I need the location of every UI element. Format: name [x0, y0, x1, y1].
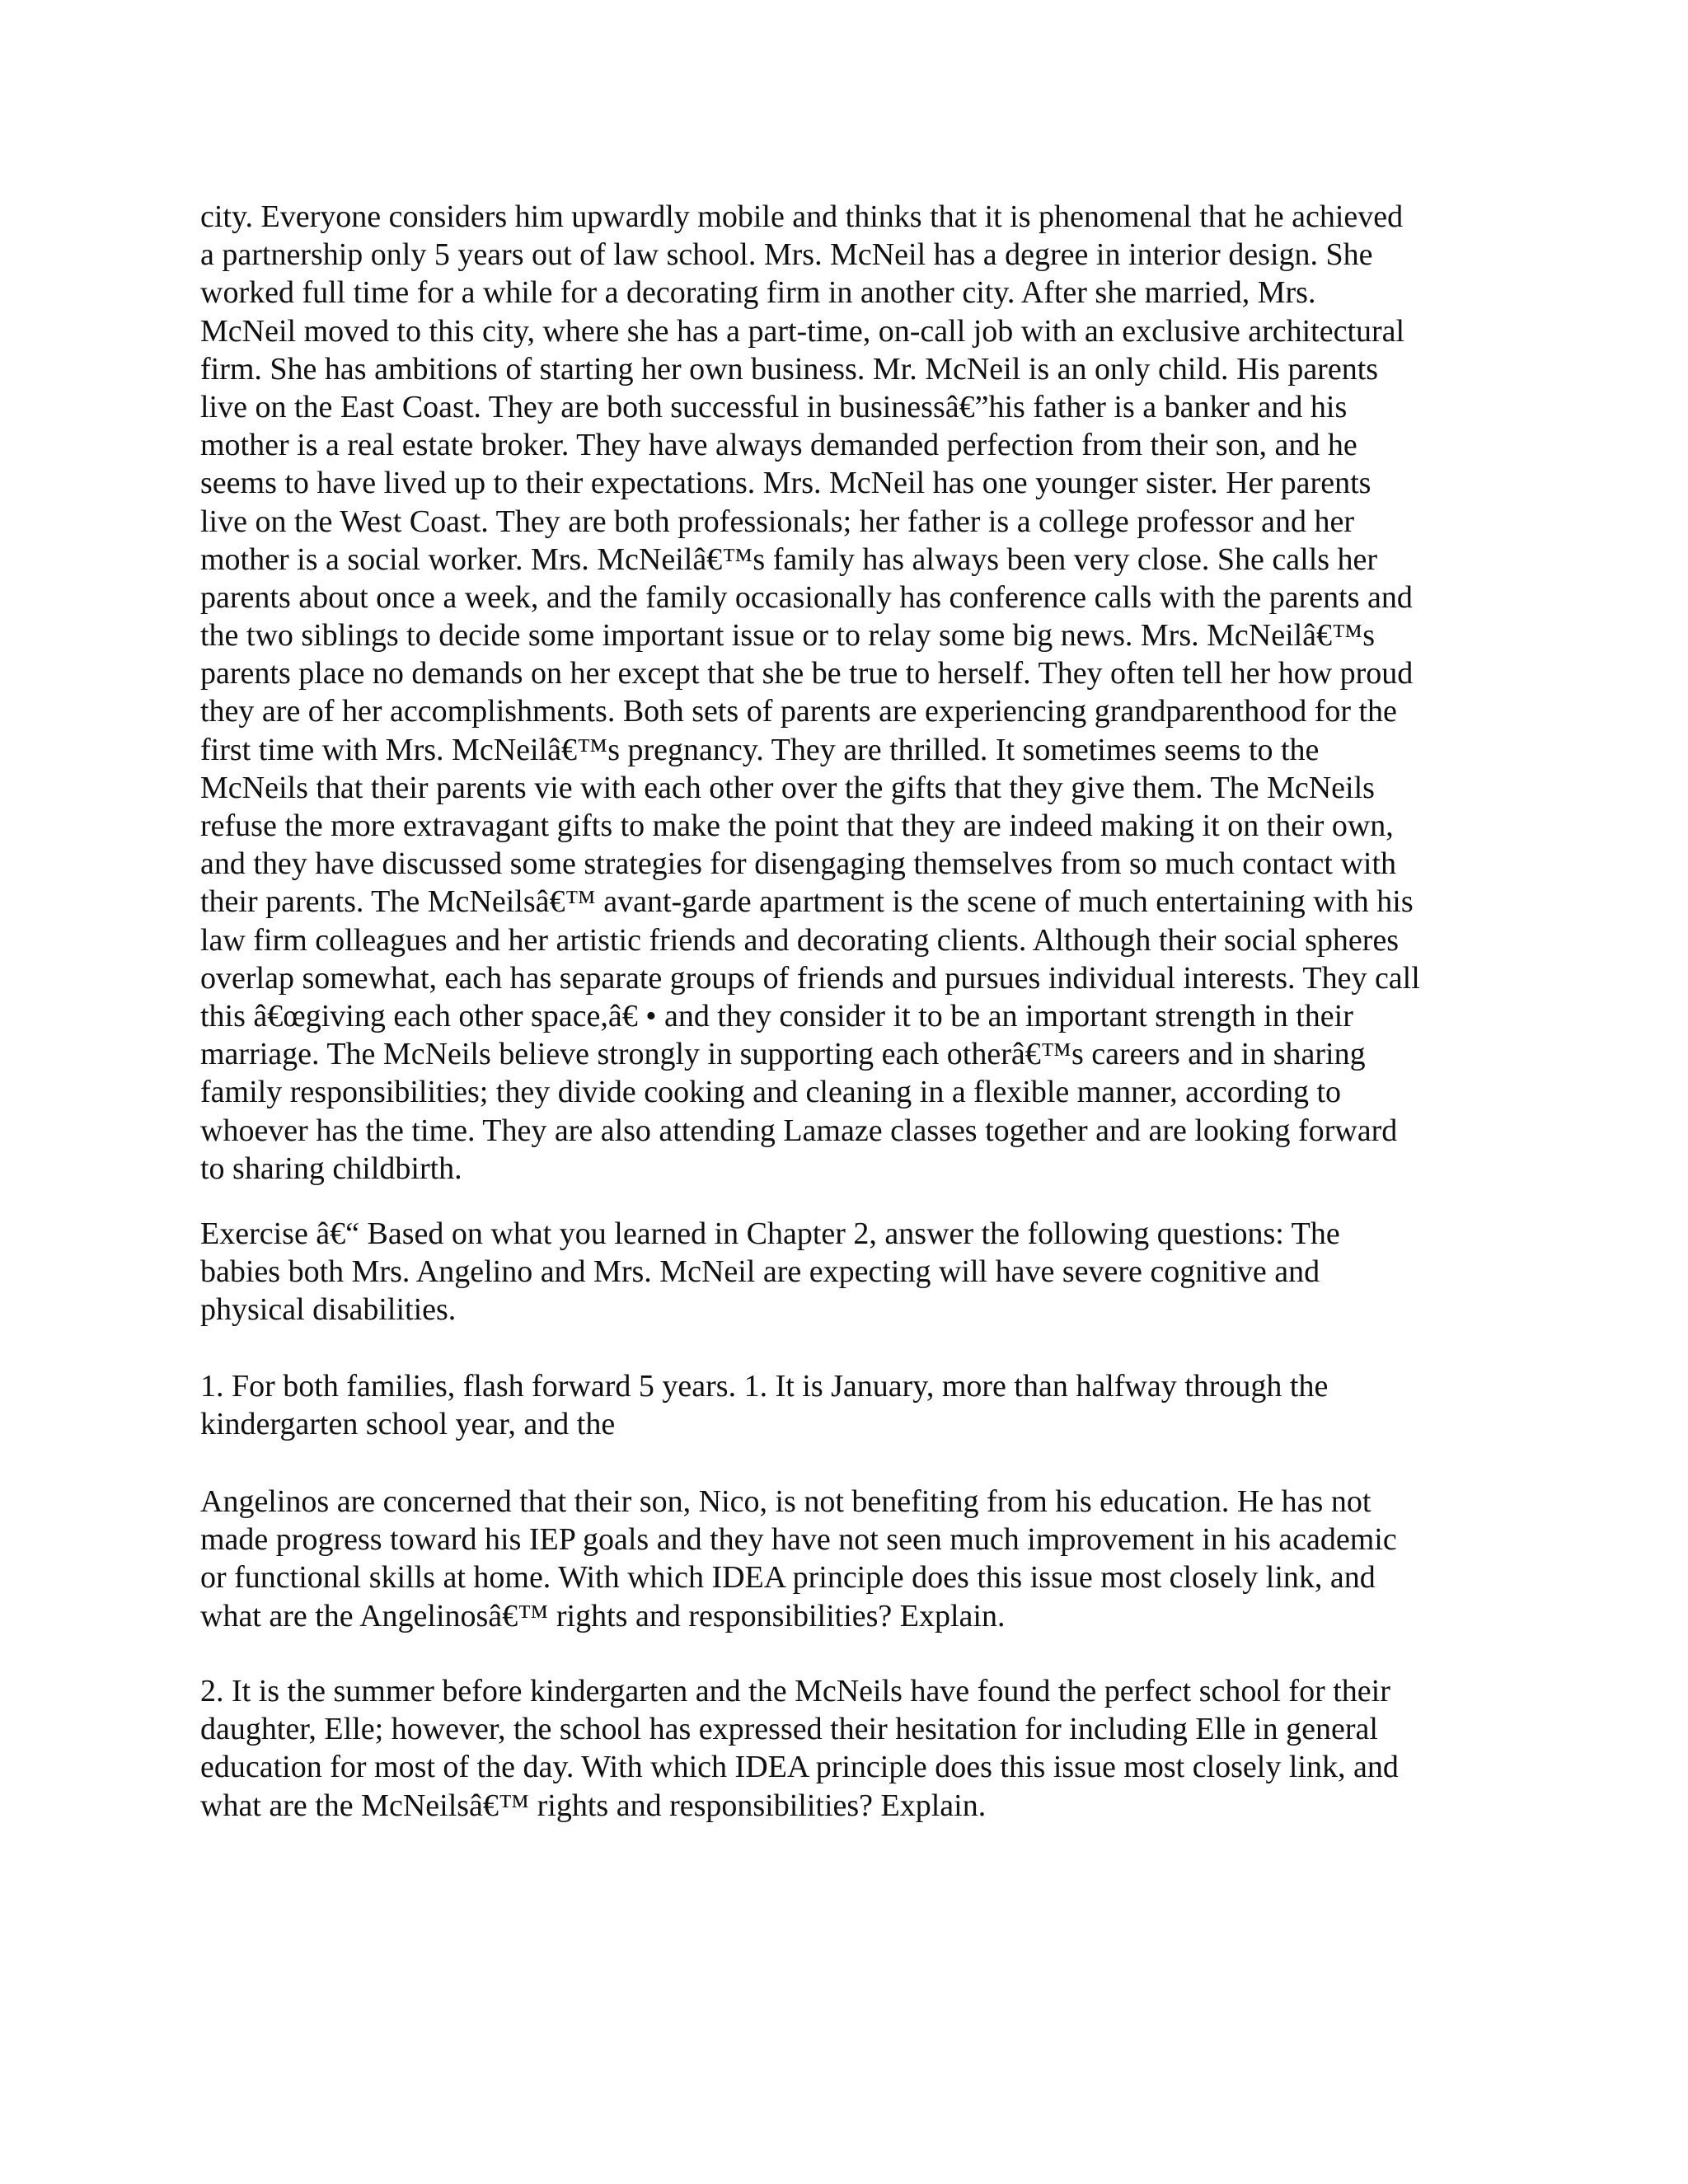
text-line: or functional skills at home. With which IDEA principle does this issue most closely link, and [200, 1560, 1376, 1596]
text-line: education for most of the day. With which IDEA principle does this issue most closely link, and [200, 1750, 1399, 1785]
text-line: McNeil moved to this city, where she has a part-time, on-call job with an exclusive architectural [200, 313, 1405, 349]
text-line: Angelinos are concerned that their son, Nico, is not benefiting from his education. He has not [200, 1484, 1372, 1519]
text-line: city. Everyone considers him upwardly mobile and thinks that it is phenomenal that he achieved [200, 199, 1404, 234]
text-line: firm. She has ambitions of starting her own business. Mr. McNeil is an only child. His parents [200, 351, 1379, 387]
text-line: live on the West Coast. They are both professionals; her father is a college professor and her [200, 504, 1355, 539]
text-line: to sharing childbirth. [200, 1151, 462, 1186]
text-line: physical disabilities. [200, 1292, 457, 1328]
text-line: 1. For both families, flash forward 5 years. 1. It is January, more than halfway through the [200, 1369, 1329, 1404]
text-line: McNeils that their parents vie with each other over the gifts that they give them. The McNeils [200, 770, 1375, 805]
exercise-intro-paragraph [200, 1215, 1486, 1329]
text-line: mother is a social worker. Mrs. McNeilâ€™s family has always been very close. She calls her [200, 541, 1378, 577]
text-line: what are the Angelinosâ€™ rights and responsibilities? Explain. [200, 1598, 1006, 1633]
text-line: live on the East Coast. They are both successful in businessâ€”his father is a banker and his [200, 389, 1348, 424]
text-line: a partnership only 5 years out of law school. Mrs. McNeil has a degree in interior design. She [200, 237, 1373, 273]
mcneil-family-paragraph [200, 198, 1486, 1188]
question-1-body-paragraph [200, 1483, 1486, 1635]
question-1-intro-paragraph [200, 1367, 1486, 1443]
text-line: parents about once a week, and the family occasionally has conference calls with the parents and [200, 579, 1413, 615]
text-line: this â€œgiving each other space,â€ • and they consider it to be an important strength in their [200, 998, 1353, 1033]
text-line: family responsibilities; they divide cooking and cleaning in a flexible manner, according to [200, 1075, 1342, 1110]
text-line: what are the McNeilsâ€™ rights and responsibilities? Explain. [200, 1788, 987, 1823]
text-line: parents place no demands on her except that she be true to herself. They often tell her how proud [200, 656, 1414, 691]
question-2-paragraph [200, 1672, 1486, 1825]
text-line: Exercise â€“ Based on what you learned in Chapter 2, answer the following questions: The [200, 1216, 1340, 1251]
text-line: overlap somewhat, each has separate groups of friends and pursues individual interests. They call [200, 960, 1420, 996]
text-line: 2. It is the summer before kindergarten and the McNeils have found the perfect school for their [200, 1674, 1390, 1708]
text-line: they are of her accomplishments. Both sets of parents are experiencing grandparenthood for the [200, 694, 1397, 729]
text-line: kindergarten school year, and the [200, 1407, 616, 1442]
text-line: babies both Mrs. Angelino and Mrs. McNeil are expecting will have severe cognitive and [200, 1254, 1320, 1290]
text-line: first time with Mrs. McNeilâ€™s pregnancy. They are thrilled. It sometimes seems to the [200, 732, 1320, 767]
text-line: refuse the more extravagant gifts to make the point that they are indeed making it on their own, [200, 808, 1394, 843]
text-line: daughter, Elle; however, the school has expressed their hesitation for including Elle in general [200, 1712, 1378, 1747]
text-line: made progress toward his IEP goals and they have not seen much improvement in his academic [200, 1522, 1397, 1558]
text-line: marriage. The McNeils believe strongly in supporting each otherâ€™s careers and in sharing [200, 1037, 1366, 1072]
text-line: their parents. The McNeilsâ€™ avant-garde apartment is the scene of much entertaining with his [200, 884, 1414, 920]
text-line: mother is a real estate broker. They have always demanded perfection from their son, and he [200, 428, 1357, 463]
text-line: law firm colleagues and her artistic friends and decorating clients. Although their social spheres [200, 922, 1400, 958]
text-line: worked full time for a while for a decorating firm in another city. After she married, Mrs. [200, 275, 1316, 311]
text-line: the two siblings to decide some important issue or to relay some big news. Mrs. McNeilâ€™s [200, 618, 1376, 654]
text-line: seems to have lived up to their expectations. Mrs. McNeil has one younger sister. Her parents [200, 466, 1372, 501]
text-line: whoever has the time. They are also attending Lamaze classes together and are looking forward [200, 1113, 1398, 1148]
text-line: and they have discussed some strategies for disengaging themselves from so much contact with [200, 846, 1397, 882]
